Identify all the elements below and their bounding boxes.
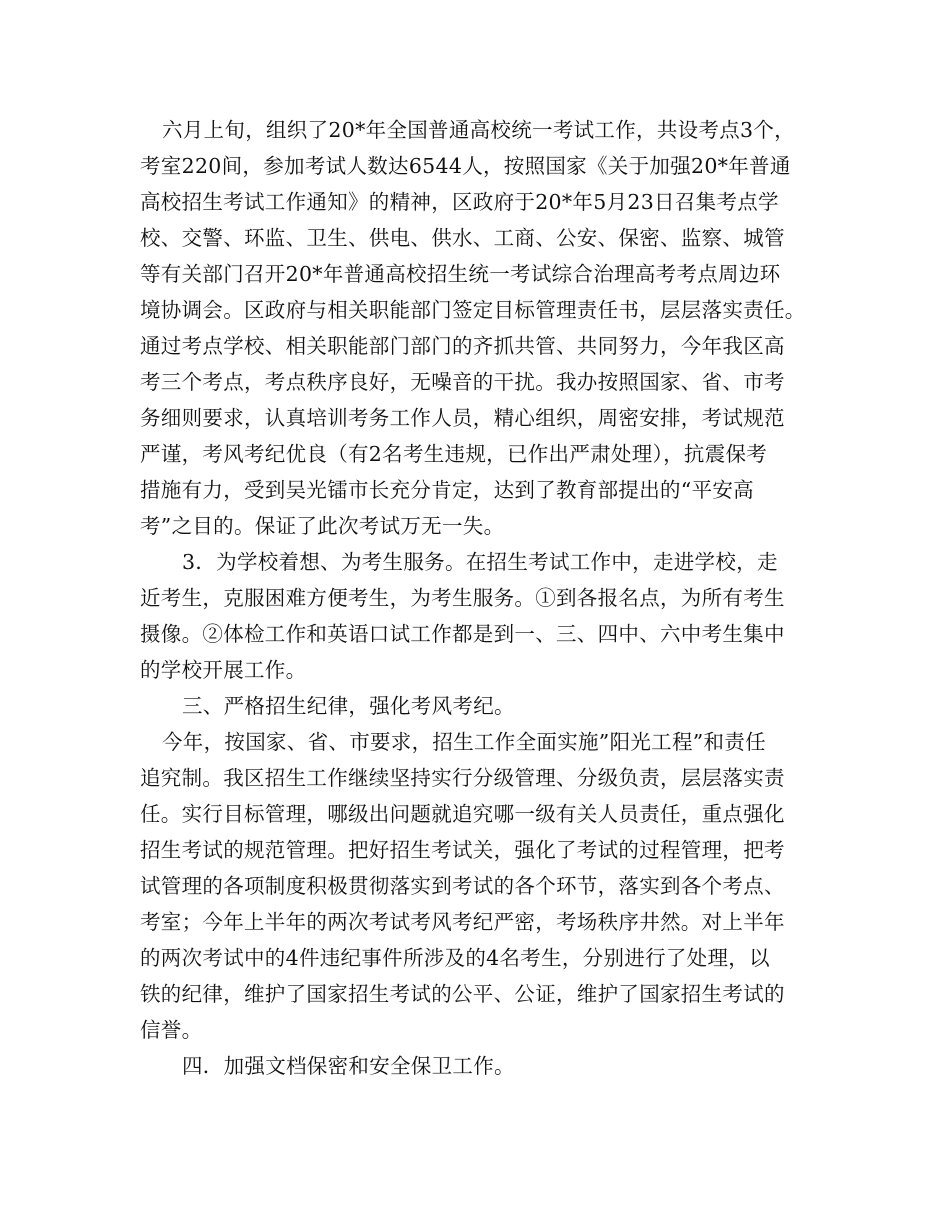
- text-line: 严谨，考风考纪优良（有2名考生违规，已作出严肃处理），抗震保考: [140, 442, 768, 466]
- text-line: 等有关部门召开20*年普通高校招生统一考试综合治理高考考点周边环: [140, 262, 781, 286]
- section-heading: 四．加强文档保密和安全保卫工作。: [182, 1054, 515, 1078]
- text-line: 校、交警、环监、卫生、供电、供水、工商、公安、保密、监察、城管: [140, 226, 785, 250]
- text-line: 今年，按国家、省、市要求，招生工作全面实施”阳光工程”和责任: [162, 730, 766, 754]
- text-line: 铁的纪律，维护了国家招生考试的公平、公证，维护了国家招生考试的: [140, 982, 785, 1006]
- text-line: 通过考点学校、相关职能部门部门的齐抓共管、共同努力，今年我区高: [140, 334, 785, 358]
- text-line: 高校招生考试工作通知》的精神，区政府于20*年5月23日召集考点学: [140, 190, 779, 214]
- text-line: 近考生，克服困难方便考生，为考生服务。①到各报名点，为所有考生: [140, 586, 785, 610]
- text-line: 的两次考试中的4件违纪事件所涉及的4名考生，分别进行了处理，以: [140, 946, 770, 970]
- text-line: 境协调会。区政府与相关职能部门签定目标管理责任书，层层落实责任。: [140, 298, 806, 322]
- text-line: 3．为学校着想、为考生服务。在招生考试工作中，走进学校，走: [182, 550, 778, 574]
- text-line: 试管理的各项制度积极贯彻落实到考试的各个环节，落实到各个考点、: [140, 874, 785, 898]
- text-line: 的学校开展工作。: [140, 658, 307, 682]
- text-line: 任。实行目标管理，哪级出问题就追究哪一级有关人员责任，重点强化: [140, 802, 785, 826]
- text-line: 考室220间，参加考试人数达6544人，按照国家《关于加强20*年普通: [140, 154, 791, 178]
- text-line: 摄像。②体检工作和英语口试工作都是到一、三、四中、六中考生集中: [140, 622, 785, 646]
- text-line: 信誉。: [140, 1018, 203, 1042]
- text-line: 务细则要求，认真培训考务工作人员，精心组织，周密安排，考试规范: [140, 406, 785, 430]
- text-line: 六月上旬，组织了20*年全国普通高校统一考试工作，共设考点3个，: [162, 118, 795, 142]
- text-line: 考”之目的。保证了此次考试万无一失。: [140, 514, 505, 538]
- text-line: 考三个考点，考点秩序良好，无噪音的干扰。我办按照国家、省、市考: [140, 370, 785, 394]
- text-line: 追究制。我区招生工作继续坚持实行分级管理、分级负责，层层落实责: [140, 766, 785, 790]
- section-heading: 三、严格招生纪律，强化考风考纪。: [182, 694, 515, 718]
- text-line: 措施有力，受到吴光镭市长充分肯定，达到了教育部提出的“平安高: [140, 478, 754, 502]
- text-line: 招生考试的规范管理。把好招生考试关，强化了考试的过程管理，把考: [140, 838, 785, 862]
- text-line: 考室；今年上半年的两次考试考风考纪严密，考场秩序井然。对上半年: [140, 910, 785, 934]
